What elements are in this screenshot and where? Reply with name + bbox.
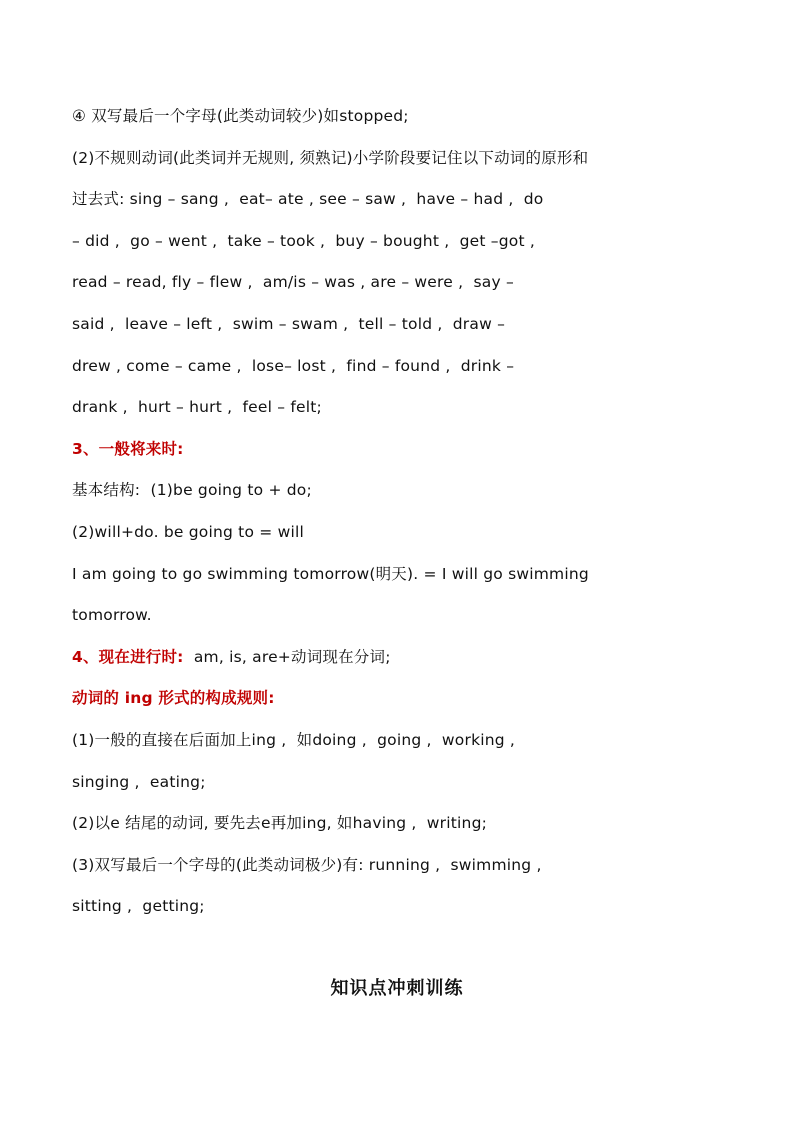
text-line: 过去式: sing – sang , eat– ate , see – saw , have – had , do	[72, 190, 544, 209]
section-heading-future-tense: 3、一般将来时:	[72, 439, 184, 458]
section-heading-present-continuous	[72, 637, 722, 679]
text-line: tomorrow.	[72, 606, 152, 625]
section-heading-rest: am, is, are+动词现在分词;	[183, 647, 391, 666]
text-line: sitting , getting;	[72, 897, 205, 916]
text-line: (2)不规则动词(此类词并无规则, 须熟记)小学阶段要记住以下动词的原形和	[72, 148, 589, 167]
text-line: drew , come – came , lose– lost , find – found , drink –	[72, 356, 515, 375]
text-line: (2)will+do. be going to = will	[72, 522, 304, 541]
text-line: singing , eating;	[72, 772, 206, 791]
text-line: said , leave – left , swim – swam , tell – told , draw –	[72, 314, 506, 333]
subheading-ing-rules: 动词的 ing 形式的构成规则:	[72, 689, 275, 708]
text-line: (1)一般的直接在后面加上ing , 如doing , going , working ,	[72, 730, 516, 749]
footer-title: 知识点冲刺训练	[330, 978, 464, 999]
text-line: (3)双写最后一个字母的(此类动词极少)有: running , swimming ,	[72, 855, 542, 874]
section-heading-label: 4、现在进行时:	[72, 647, 184, 666]
text-line: – did , go – went , take – took , buy – bought , get –got ,	[72, 231, 536, 250]
text-line: drank , hurt – hurt , feel – felt;	[72, 398, 322, 417]
text-line: (2)以e 结尾的动词, 要先去e再加ing, 如having , writing;	[72, 814, 488, 833]
text-line: read – read, fly – flew , am/is – was , are – were , say –	[72, 273, 514, 292]
text-line: ④ 双写最后一个字母(此类动词较少)如stopped;	[72, 107, 409, 125]
text-line: I am going to go swimming tomorrow(明天). = I will go swimming	[72, 564, 589, 583]
document-body	[72, 96, 722, 928]
text-line: 基本结构: (1)be going to + do;	[72, 481, 312, 500]
